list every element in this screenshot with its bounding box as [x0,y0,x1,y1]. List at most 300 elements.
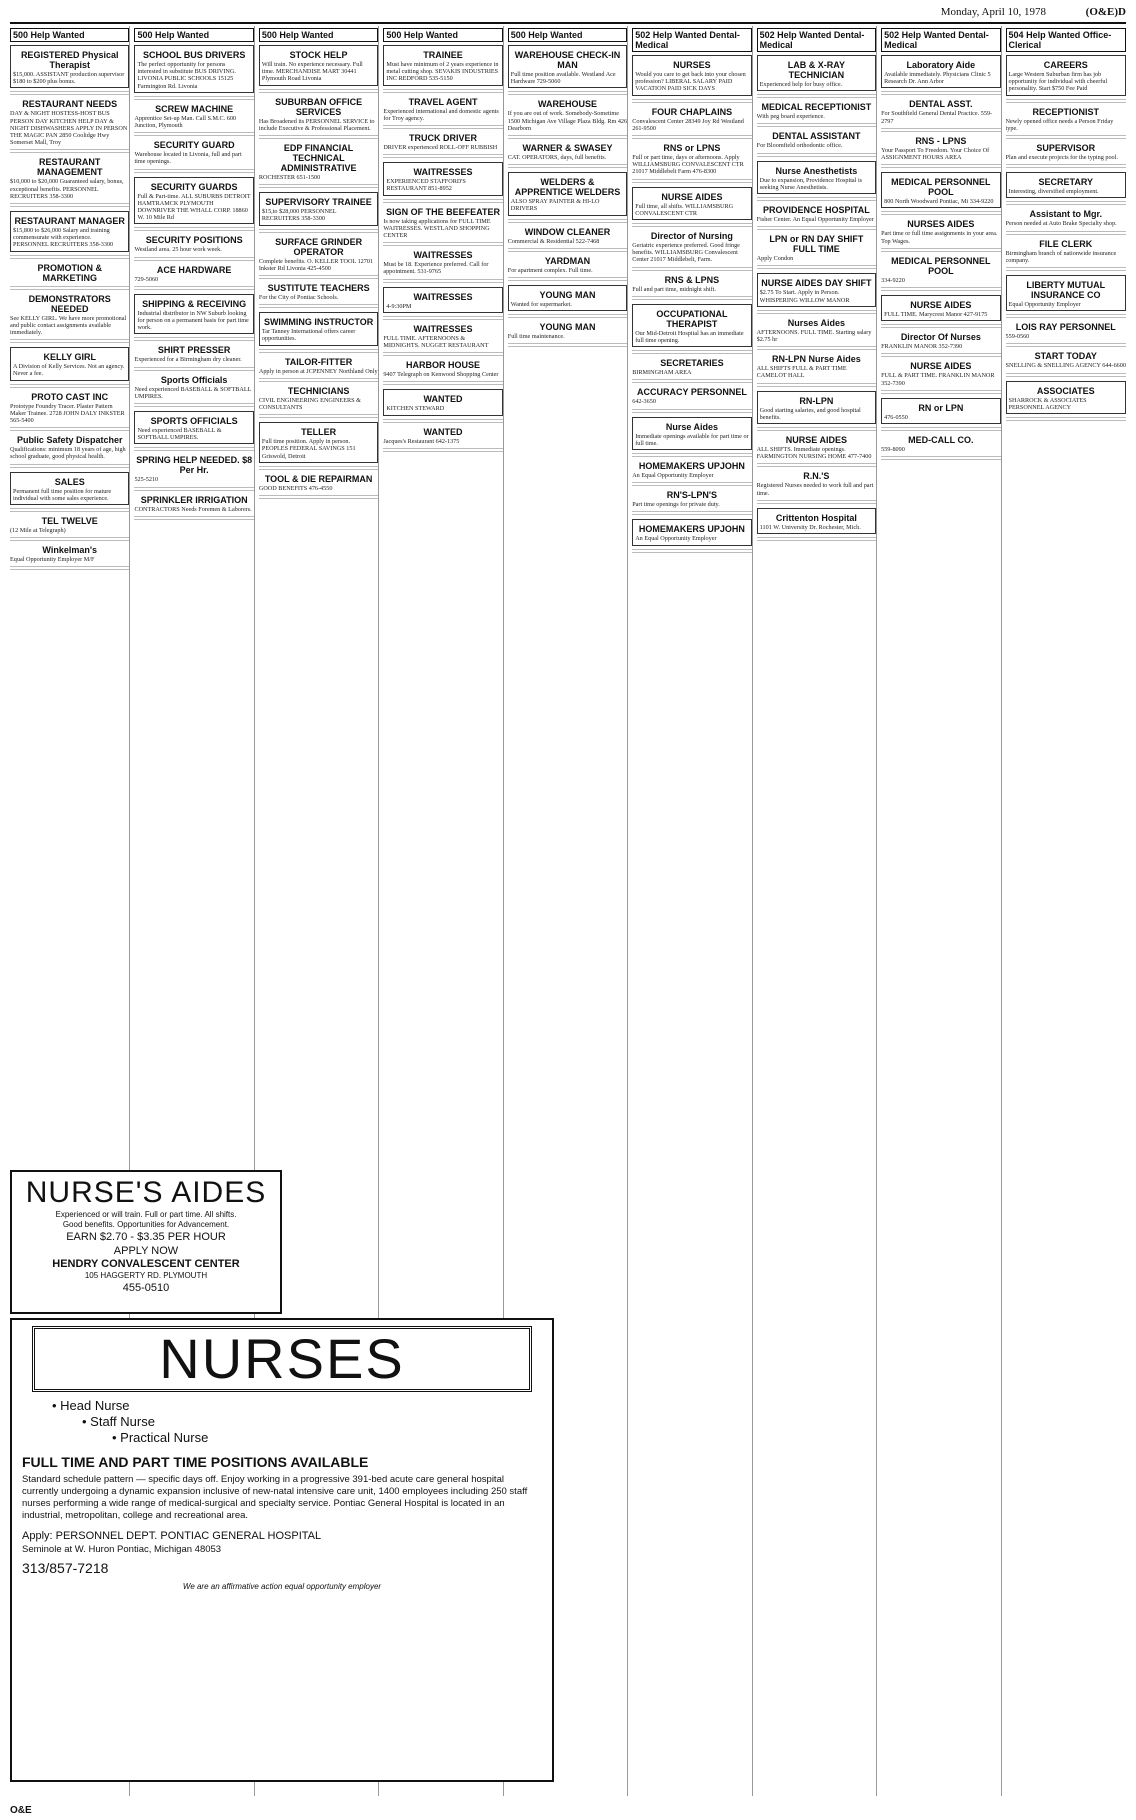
ad-heading: STOCK HELP [289,50,348,60]
ad-heading: SURFACE GRINDER OPERATOR [275,236,363,257]
ad-body: Need experienced BASEBALL & SOFTBALL UMPIRES. [134,385,252,400]
ad-body: CAT. OPERATORS, days, full benefits. [507,154,607,162]
ad-heading: NURSE AIDES DAY SHIFT [761,278,872,289]
ad-heading: WAITRESSES [413,291,473,302]
fine-print-text [632,409,751,415]
fine-print-text [632,135,751,141]
ad-body: ALSO SPRAY PAINTER & HI-LO DRIVERS [510,198,600,213]
fine-print-text [1006,201,1126,207]
fine-print-text [383,242,502,248]
fine-print-text [881,128,1000,134]
ad-heading: WARNER & SWASEY [522,143,613,154]
category-heading: 500 Help Wanted [259,28,378,42]
category-heading: 500 Help Wanted [10,28,129,42]
classified-ad [383,45,502,86]
fine-print-text [1006,267,1126,273]
fine-print-text [259,378,378,384]
classified-ad [881,55,1000,88]
ad-heading: Laboratory Aide [906,60,976,70]
classified-ad [881,256,1000,284]
classified-ad [508,143,627,161]
fine-print-text [632,267,751,273]
fine-print-text [10,464,129,470]
fine-print-text [757,537,876,543]
fine-print-text [757,346,876,352]
ad-body: FULL & PART TIME. FRANKLIN MANOR 352-7390 [881,372,995,387]
fine-print-text [10,286,129,292]
fine-print-text [10,537,129,543]
ad-body: (12 Mile at Telegraph) [10,527,66,535]
classified-ad [1006,351,1126,369]
ad-position: • Head Nurse [52,1398,130,1413]
ad-body: Plan and execute projects for the typing pool. [1005,154,1118,162]
fine-print-text [508,277,627,283]
ad-body: Has Broadened its PERSONNEL SERVICE to include Executive & Professional Placement. [258,117,375,132]
ad-heading: OCCUPATIONAL THERAPIST [656,308,728,329]
ad-heading: HOMEMAKERS UPJOHN [638,524,745,535]
classified-ad [508,285,627,311]
ad-body: Need experienced BASEBALL & SOFTBALL UMPIRES. [137,427,222,442]
fine-print-text [383,419,502,425]
classified-ad [757,55,876,91]
ad-heading: KELLY GIRL [43,352,96,363]
fine-print-text [1006,99,1126,105]
fine-print-text [508,343,627,349]
ad-body: Apprentice Set-up Man. Call S.M.C. 600 Junction, Plymouth [134,114,237,130]
ad-eoe: We are an affirmative action equal opportunity employer [182,1582,382,1591]
fine-print-text [10,339,129,345]
ad-apply: Apply: PERSONNEL DEPT. PONTIAC GENERAL HOSPITAL [22,1530,322,1542]
ad-body: Immediate openings available for part time or full time. [635,432,749,447]
ad-heading: SECURITY GUARDS [150,181,238,192]
ad-phone: 313/857-7218 [22,1560,109,1576]
ad-body: CONTRACTORS Needs Foremen & Laborers. [134,505,252,513]
fine-print-text [632,350,751,356]
fine-print-text [1006,231,1126,237]
fine-print-text [881,324,1000,330]
fine-print-text [383,352,502,358]
classified-ad [134,104,253,129]
ad-heading: MEDICAL RECEPTIONIST [761,102,872,113]
classified-ad [259,192,378,225]
fine-print-text [10,149,129,155]
ad-heading: NURSE AIDES [910,300,972,311]
ad-body: 476-0550 [884,413,908,421]
nurses-aides-display-ad [10,1170,282,1314]
classified-ad [1006,55,1126,96]
ad-body: Qualifications: minimum 18 years of age, high school graduate, good physical health. [10,446,126,461]
ad-heading: Assistant to Mgr. [1029,209,1103,220]
ad-body: $15,000. ASSISTANT production supervisor $180 to $200 plus bonus. [13,71,125,86]
ad-heading: Crittenton Hospital [775,512,857,523]
ad-body: $15,to $28,000 PERSONNEL RECRUITERS 358-3300 [261,208,337,223]
classified-ad [10,99,129,146]
classified-ad [134,411,253,444]
fine-print-text [757,383,876,389]
ad-body: CIVIL ENGINEERING ENGINEERS & CONSULTANTS [258,396,361,412]
classified-ad [1006,172,1126,198]
ad-body: Good starting salaries, and good hospital benefits. [759,406,861,421]
ad-heading: SECRETARY [1038,177,1094,188]
classified-ad [757,508,876,534]
ad-heading: WANTED [423,394,463,405]
ad-heading: LOIS RAY PERSONNEL [1015,322,1116,333]
fine-print-text [259,495,378,501]
classified-ad [259,386,378,411]
ad-heading: TRUCK DRIVER [409,133,478,144]
ad-heading: CAREERS [1043,60,1088,70]
fine-print-text [881,211,1000,217]
ad-heading: R.N.'S [803,471,830,482]
ad-title: NURSES [32,1326,532,1392]
ad-body: 642-3650 [632,398,656,406]
ad-heading: Sports Officials [160,374,228,385]
fine-print-text [632,453,751,459]
category-heading: 502 Help Wanted Dental-Medical [881,28,1000,52]
ad-body: Is now taking applications for FULL TIME WAITRESSES. WESTLAND SHOPPING CENTER [383,217,491,240]
fine-print-text [757,310,876,316]
ad-body: For Bloomfield orthodontic office. [756,142,843,150]
ad-headline: FULL TIME AND PART TIME POSITIONS AVAILABLE [22,1454,369,1470]
ad-body: ALL SHIFTS. Immediate openings. FARMINGTON NURSING HOME 477-7400 [756,446,872,461]
classified-ad [259,45,378,86]
ad-phone: 455-0510 [122,1282,170,1294]
ad-body: 559-8090 [881,446,905,454]
ad-body: Tar Tanney International offers career opportunities. [261,328,356,343]
ad-body: Newly opened office needs a Person Friday type. [1005,117,1114,132]
ad-body: SHARROCK & ASSOCIATES PERSONNEL AGENCY [1008,396,1087,411]
ad-heading: WELDERS & APPRENTICE WELDERS [514,177,621,198]
fine-print-text [259,304,378,310]
ad-heading: NURSE AIDES [661,191,723,202]
category-heading: 500 Help Wanted [134,28,253,42]
ad-heading: Winkelman's [42,545,97,556]
ad-body: Prototype Foundry Tracer. Plaster Pattern Maker Trainee. 2728 JOHN DALY INKSTER 565-5400 [10,402,125,425]
fine-print-text [757,500,876,506]
classified-ad [134,294,253,335]
page-header-rule [10,6,1126,24]
ad-body: Large Western Suburban firm has job opportunity for individual with cheerful personality. Start $750 Fee Paid [1008,71,1108,93]
classified-ad [1006,209,1126,227]
ad-body: Full and part time, midnight shift. [632,285,716,293]
ad-body: 1101 W. University Dr. Rochester, Mich. [759,523,861,531]
fine-print-text [259,349,378,355]
ad-body: Person needed at Auto Brake Specialty shop. [1005,220,1117,228]
classified-ad [383,287,502,313]
ad-body: For Southfield General Dental Practice. 559-2797 [881,110,993,125]
fine-print-text [259,89,378,95]
classified-ad [632,143,751,176]
classified-ad [881,398,1000,424]
classified-ad [881,361,1000,386]
ad-heading: WINDOW CLEANER [524,226,611,237]
ad-heading: START TODAY [1034,351,1097,362]
classified-ad [383,324,502,349]
ad-heading: RN or LPN [918,402,964,413]
ad-body: $10,000 to $20,000 Guaranteed salary, bonus, exceptional benefits. PERSONNEL RECRUITERS 358-3300 [10,178,124,200]
classified-ad [10,263,129,283]
classified-ad [757,131,876,149]
classified-ad [383,250,502,275]
fine-print-text [757,265,876,271]
classified-ad [757,102,876,120]
ad-body: See KELLY GIRL. We have more promotional and public contact assignments available immediately. [10,314,127,337]
fine-print-text [508,164,627,170]
ad-heading: WAITRESSES [413,323,473,334]
ad-body: Full or part time, days or afternoons. Apply WILLIAMSBURG CONVALESCENT CTR 21017 Middlebelt Farm 476-8300 [632,154,744,176]
ad-heading: Nurse Anesthetists [775,165,858,176]
classified-ad [259,237,378,272]
classified-ad [881,172,1000,208]
classified-ad [881,219,1000,244]
classified-ad [632,107,751,132]
ad-body: BIRMINGHAM AREA [632,369,692,377]
fine-print-text [134,367,253,373]
ad-body: GOOD BENEFITS 476-4550 [258,484,333,492]
ad-heading: RECEPTIONIST [1032,106,1100,117]
ad-heading: WAREHOUSE [537,99,597,110]
ad-heading: DEMONSTRATORS NEEDED [28,293,111,314]
ad-body: FULL TIME. AFTERNOONS & MIDNIGHTS. NUGGET RESTAURANT [383,334,489,350]
ad-heading: WAREHOUSE CHECK-IN MAN [514,50,621,70]
ad-body: Wanted for supermarket. [510,301,572,309]
classified-ad [10,294,129,337]
fine-print-text [757,463,876,469]
ad-heading: RN-LPN Nurse Aides [772,354,861,365]
ad-heading: SWIMMING INSTRUCTOR [263,317,374,328]
fine-print-text [1006,314,1126,320]
classified-column [757,26,877,1796]
classified-ad [632,231,751,264]
ad-heading: SALES [54,476,85,487]
classified-column [1006,26,1126,1796]
ad-body: Equal Opportunity Employer M/F [10,556,95,564]
ad-body: Must have minimum of 2 years experience in metal cutting shop. SEVAKIS INDUSTRIES INC REDFORD 535-5150 [386,61,499,83]
classified-ad [632,55,751,96]
ad-heading: WAITRESSES [413,250,473,261]
ad-heading: Public Safety Dispatcher [16,435,123,446]
category-heading: 504 Help Wanted Office-Clerical [1006,28,1126,52]
ad-address: 105 HAGGERTY RD. PLYMOUTH [84,1271,208,1280]
fine-print-text [757,94,876,100]
ad-heading: TAILOR-FITTER [284,356,353,367]
ad-heading: SECRETARIES [660,358,724,369]
ad-position: • Staff Nurse [82,1414,155,1429]
fine-print-text [259,414,378,420]
section-code: (O&E)D [1085,6,1126,18]
classified-column [632,26,752,1796]
ad-body: The perfect opportunity for persons interested in substitute BUS DRIVING. LIVONIA PUBLIC SCHOOLS 15125 Farmington Rd. Livonia [137,61,236,90]
ad-body: Industrial distributor in NW Suburb looking for person on a permanent basis for part time work. [137,309,249,332]
fine-print-text [757,123,876,129]
fine-print-text [1006,417,1126,423]
ad-heading: RNS or LPNS [663,143,721,154]
ad-heading: SECURITY POSITIONS [145,235,243,246]
ad-heading: ACCURACY PERSONNEL [637,387,747,398]
classified-ad [259,357,378,375]
ad-heading: Director Of Nurses [900,332,981,343]
fine-print-text [10,427,129,433]
ad-line: Good benefits. Opportunities for Advancement. [62,1220,230,1229]
ad-line: Experienced or will train. Full or part time. All shifts. [55,1210,237,1219]
fine-print-text [134,169,253,175]
ad-heading: RESTAURANT NEEDS [22,99,118,110]
fine-print-text [1006,135,1126,141]
ad-body: Apply Condon [756,255,794,263]
fine-print-text [259,184,378,190]
fine-print-text [259,275,378,281]
fine-print-text [10,255,129,261]
ad-heading: HOMEMAKERS UPJOHN [638,461,745,472]
fine-print-text [757,226,876,232]
ad-employer: HENDRY CONVALESCENT CENTER [52,1258,240,1270]
ad-body: Standard schedule pattern — specific days off. Enjoy working in a progressive 391-bed acute care general hospital currently undergoing a dynamic expansion inclusive of new-natal intensive care unit, 1400 employees including 250 staff nurses performing a wide range of medical-surgical and specialty service. Pontiac General Hospital is located in an industrial, metropolitan, college and recreational area. [22,1474,528,1521]
ad-heading: SIGN OF THE BEEFEATER [386,206,500,217]
fine-print-text [134,96,253,102]
ad-body: Birmingham branch of nationwide insurance company. [1005,249,1117,264]
ad-heading: RESTAURANT MANAGEMENT [36,157,103,178]
category-heading: 500 Help Wanted [508,28,627,42]
fine-print-text [134,487,253,493]
classified-ad [757,234,876,262]
classified-ad [632,461,751,479]
ad-heading: SHIPPING & RECEIVING [142,298,247,309]
ad-body: ALL SHIFTS FULL & PART TIME CAMELOT HALL [756,365,847,380]
ad-heading: SUPERVISORY TRAINEE [265,197,372,208]
classified-ad [259,474,378,492]
ad-heading: TEL TWELVE [41,516,98,527]
classified-ad [383,389,502,415]
ad-body: Experienced for a Birmingham dry cleaner. [134,356,242,364]
ad-body: Our Mid-Detroit Hospital has an immediate full time opening. [635,329,744,345]
ad-body: Available immediately. Physicians Clinic 5 Research Dr. Ann Arbor [884,71,991,86]
fine-print-text [383,448,502,454]
classified-ad [1006,143,1126,161]
classified-ad [134,235,253,253]
classified-ad [383,133,502,151]
classified-ad [1006,322,1126,340]
ad-heading: NURSE AIDES [785,435,847,446]
fine-print-text [1006,164,1126,170]
fine-print-text [10,203,129,209]
ad-heading: TECHNICIANS [287,385,350,396]
ad-body: 9407 Telegraph on Kenwood Shopping Center [383,371,499,379]
classified-ad [881,332,1000,350]
ad-body: Must be 18. Experience preferred. Call for appointment. 531-9765 [383,261,489,276]
classified-ad [1006,381,1126,414]
ad-heading: Director of Nursing [650,231,733,242]
classified-ad [134,345,253,363]
ad-heading: WANTED [423,426,463,437]
classified-ad [757,273,876,306]
fine-print-text [134,516,253,522]
fine-print-text [881,456,1000,462]
ad-heading: PROTO CAST INC [31,391,109,402]
ad-pay: EARN $2.70 - $3.35 PER HOUR [66,1231,226,1243]
fine-print-text [134,447,253,453]
ad-body: Warehouse located in Livonia, full and part time openings. [134,151,242,166]
classified-ad [508,322,627,340]
ad-heading: Nurse Aides [665,421,719,432]
ad-heading: DENTAL ASSISTANT [772,131,861,142]
ad-heading: ACE HARDWARE [156,264,232,275]
fine-print-text [1006,343,1126,349]
nurses-display-ad [10,1318,554,1782]
ad-heading: SCREW MACHINE [155,103,234,114]
classified-ad [632,387,751,405]
classified-ad [134,455,253,483]
fine-print-text [632,482,751,488]
fine-print-text [632,549,751,555]
category-heading: 500 Help Wanted [383,28,502,42]
fine-print-text [632,99,751,105]
fine-print-text [134,132,253,138]
ad-body: KITCHEN STEWARD [386,405,445,413]
fine-print-text [134,257,253,263]
classified-ad [757,471,876,496]
ad-body: Interesting, diversified employment. [1008,188,1099,196]
classified-ad [881,99,1000,124]
ad-heading: RN'S-LPN'S [666,490,718,501]
classified-ad [10,545,129,563]
ad-body: Part time openings for private duty. [632,501,720,509]
page-footer-code: O&E [10,1805,32,1816]
classified-ad [134,495,253,513]
fine-print-text [632,223,751,229]
ad-heading: NURSES [673,60,711,70]
ad-heading: RNS & LPNS [664,274,720,285]
ad-heading: LAB & X-RAY TECHNICIAN [787,60,845,80]
classified-ad [632,519,751,545]
ad-body: Due to expansion, Providence Hospital is seeking Nurse Anesthetists. [759,176,863,191]
ad-heading: MEDICAL PERSONNEL POOL [891,255,991,276]
classified-ad [1006,239,1126,264]
ad-body: Part time or full time assignments in your area. Top Wages. [881,230,998,245]
fine-print-text [881,91,1000,97]
fine-print-text [10,566,129,572]
fine-print-text [10,91,129,97]
ad-body: Complete benefits. O. KELLER TOOL 12701 Inkster Rd Livonia 425-4500 [258,257,374,272]
ad-heading: ASSOCIATES [1036,385,1095,396]
ad-body: AFTERNOONS. FULL TIME. Starting salary $2.75 hr [756,328,872,344]
fine-print-text [508,135,627,141]
ad-body: DAY & NIGHT HOSTESS-HOST BUS PERSON DAY KITCHEN HELP DAY & NIGHT DISHWASHERS APPLY IN PERSON THE MAGIC PAN 2850 Coolidge Hwy Somerset Mall, Troy [10,110,128,147]
ad-heading: SPRINKLER IRRIGATION [140,494,248,505]
ad-heading: YOUNG MAN [539,322,596,333]
fine-print-text [881,353,1000,359]
fine-print-text [632,296,751,302]
ad-heading: NURSES AIDES [907,219,975,230]
ad-body: For the City of Pontiac Schools. [258,294,339,302]
fine-print-text [632,179,751,185]
ad-body: 559-0560 [1005,333,1030,341]
category-heading: 502 Help Wanted Dental-Medical [757,28,876,52]
classified-ad [881,295,1000,321]
classified-ad [383,427,502,445]
fine-print-text [632,379,751,385]
classified-ad [259,97,378,132]
ad-body: DRIVER experienced ROLL-OFF RUBBISH [383,144,498,152]
fine-print-text [259,466,378,472]
classified-ad [757,161,876,194]
ad-body: An Equal Opportunity Employer [635,535,717,543]
classified-ad [134,375,253,400]
fine-print-text [383,279,502,285]
fine-print-text [508,91,627,97]
ad-heading: TRAINEE [423,50,463,60]
ad-body: Equal Opportunity Employer [1008,301,1081,309]
ad-heading: DENTAL ASST. [909,99,973,110]
